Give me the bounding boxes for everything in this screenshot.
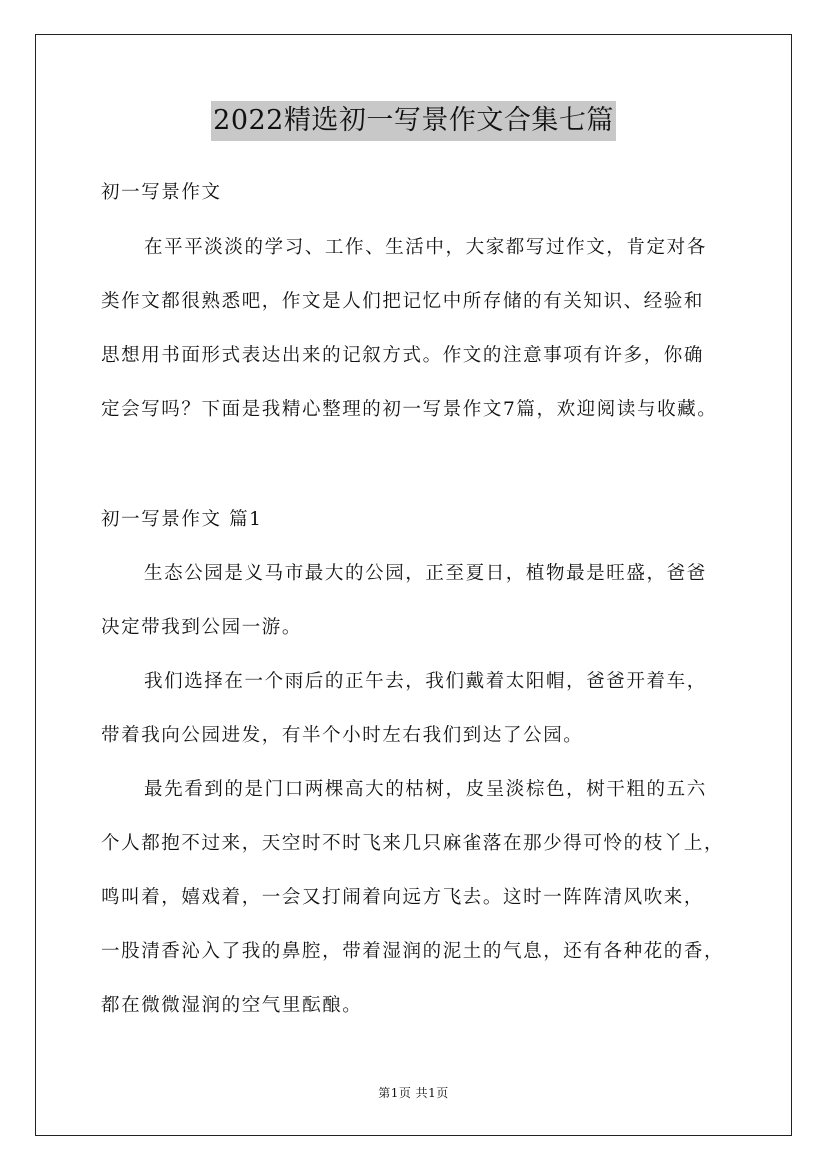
title-container: [0, 101, 827, 141]
paragraph-line: 鸣叫着，嬉戏着，一会又打闹着向远方飞去。这时一阵阵清风吹来，: [101, 887, 705, 908]
section-heading: 初一写景作文: [101, 182, 222, 203]
page-number-footer: 第1页 共1页: [378, 1086, 449, 1100]
section-heading: 初一写景作文 篇1: [101, 509, 263, 530]
paragraph-line: 个人都抱不过来，天空时不时飞来几只麻雀落在那少得可怜的枝丫上，: [101, 833, 725, 854]
paragraph-line: 类作文都很熟悉吧，作文是人们把记忆中所存储的有关知识、经验和: [101, 291, 705, 312]
paragraph-line: 定会写吗？下面是我精心整理的初一写景作文7篇，欢迎阅读与收藏。: [101, 399, 718, 420]
paragraph-line: 我们选择在一个雨后的正午去，我们戴着太阳帽，爸爸开着车，: [144, 671, 707, 692]
paragraph-line: 最先看到的是门口两棵高大的枯树，皮呈淡棕色，树干粗的五六: [144, 779, 707, 800]
document-title: 2022精选初一写景作文合集七篇: [211, 101, 616, 141]
paragraph-line: 思想用书面形式表达出来的记叙方式。作文的注意事项有许多，你确: [101, 345, 705, 366]
paragraph-line: 在平平淡淡的学习、工作、生活中，大家都写过作文，肯定对各: [144, 237, 707, 258]
paragraph-line: 生态公园是义马市最大的公园，正至夏日，植物最是旺盛，爸爸: [144, 563, 707, 584]
paragraph-line: 一股清香沁入了我的鼻腔，带着湿润的泥土的气息，还有各种花的香，: [101, 941, 725, 962]
paragraph-line: 都在微微湿润的空气里酝酿。: [101, 995, 363, 1016]
paragraph-line: 决定带我到公园一游。: [101, 617, 303, 638]
paragraph-line: 带着我向公园进发，有半个小时左右我们到达了公园。: [101, 725, 584, 746]
